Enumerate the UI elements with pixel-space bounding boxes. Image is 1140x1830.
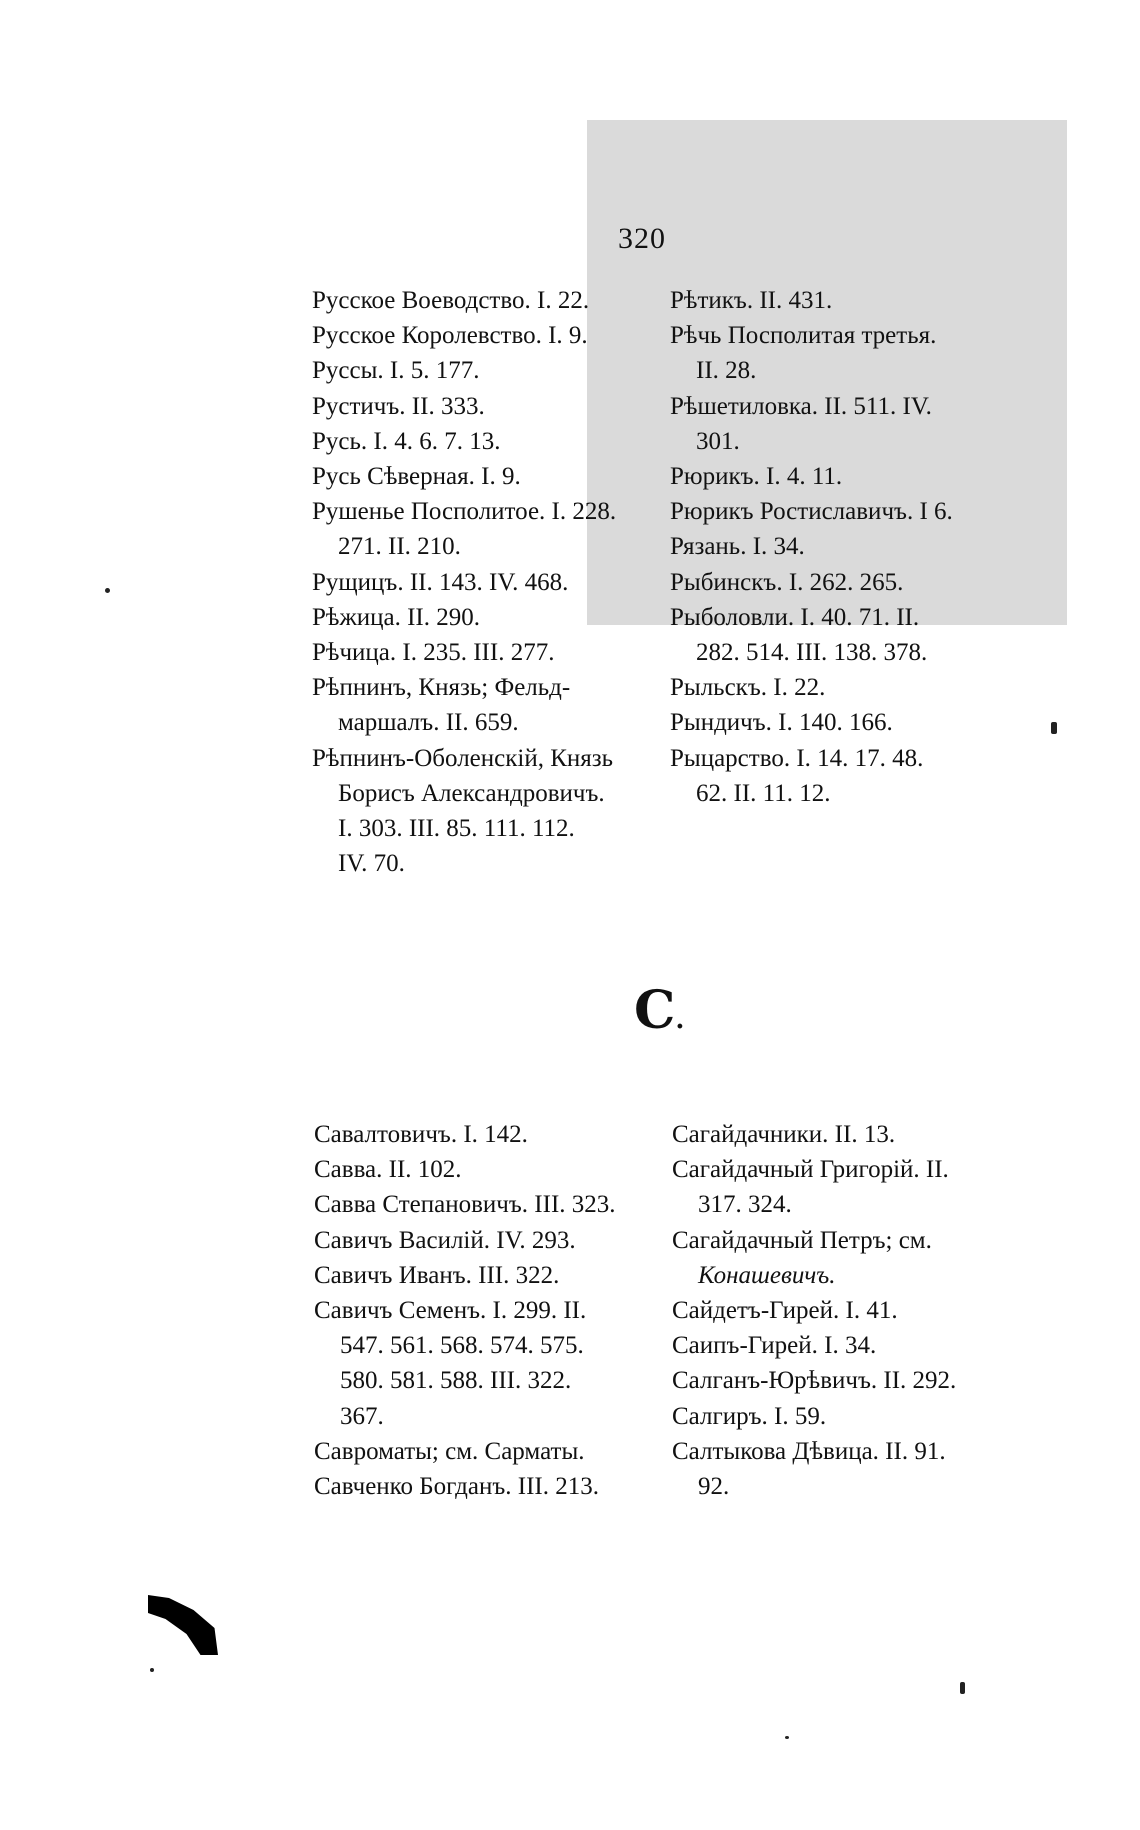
index-entry: Русь. I. 4. 6. 7. 13. bbox=[312, 427, 501, 455]
index-entry: Сайдетъ-Гирей. I. 41. bbox=[672, 1297, 898, 1325]
section-heading bbox=[634, 980, 684, 1041]
index-entry: Рыльскъ. I. 22. bbox=[670, 674, 826, 702]
index-entry: Рыцарство. I. 14. 17. 48. bbox=[670, 744, 924, 772]
index-entry-continuation: I. 303. III. 85. 111. 112. bbox=[338, 815, 575, 843]
index-entry-continuation: 580. 581. 588. III. 322. bbox=[340, 1367, 572, 1395]
index-entry: Рюрикъ Ростиславичъ. I 6. bbox=[670, 498, 953, 526]
index-entry: Савченко Богданъ. III. 213. bbox=[314, 1473, 600, 1501]
index-entry-continuation: 301. bbox=[696, 427, 740, 455]
index-entry-continuation: 547. 561. 568. 574. 575. bbox=[340, 1332, 584, 1360]
index-entry: Рѣчица. I. 235. III. 277. bbox=[312, 639, 555, 667]
index-entry-continuation: II. 28. bbox=[696, 357, 757, 385]
index-entry: Савичъ Василій. IV. 293. bbox=[314, 1226, 576, 1254]
index-entry: Рустичъ. II. 333. bbox=[312, 392, 485, 420]
index-entry: Сагайдачники. II. 13. bbox=[672, 1121, 896, 1148]
index-entry: Салгиръ. I. 59. bbox=[672, 1402, 827, 1430]
section-dot: . bbox=[675, 1005, 685, 1035]
index-entry: Рушенье Посполитое. I. 228. bbox=[312, 498, 617, 526]
index-column-bottom-left bbox=[314, 1117, 644, 1504]
index-entry-continuation: 367. bbox=[340, 1402, 384, 1430]
scan-speck bbox=[150, 1668, 154, 1672]
index-entry-continuation: маршалъ. II. 659. bbox=[338, 709, 519, 737]
index-entry: Савичъ Иванъ. III. 322. bbox=[314, 1261, 560, 1289]
index-entry: Рѣшетиловка. II. 511. IV. bbox=[670, 392, 932, 420]
index-entry: Рыболовли. I. 40. 71. II. bbox=[670, 603, 920, 631]
index-entry: Рѣтикъ. II. 431. bbox=[670, 287, 833, 314]
index-entry: Рязань. I. 34. bbox=[670, 533, 805, 561]
index-entry: Савичъ Семенъ. I. 299. II. bbox=[314, 1297, 587, 1325]
index-entry-continuation: Борисъ Александровичъ. bbox=[338, 779, 605, 807]
index-entry: Русь Сѣверная. I. 9. bbox=[312, 463, 521, 491]
index-entry: Рущицъ. II. 143. IV. 468. bbox=[312, 568, 569, 596]
scan-speck bbox=[1051, 722, 1057, 734]
scan-speck bbox=[105, 588, 110, 593]
index-entry: Савва Степановичъ. III. 323. bbox=[314, 1191, 616, 1219]
index-column-top-right bbox=[670, 283, 1020, 811]
index-entry: Саипъ-Гирей. I. 34. bbox=[672, 1332, 877, 1360]
index-entry: Салтыкова Дѣвица. II. 91. bbox=[672, 1437, 946, 1465]
index-entry-continuation: Конашевичъ. bbox=[698, 1261, 836, 1289]
index-column-top-left bbox=[312, 283, 642, 881]
index-entry: Русское Воеводство. I. 22. bbox=[312, 287, 590, 314]
index-entry: Рюрикъ. I. 4. 11. bbox=[670, 463, 843, 491]
index-entry: Савалтовичъ. I. 142. bbox=[314, 1121, 528, 1148]
scan-smudge bbox=[148, 1595, 218, 1655]
index-entry: Русское Королевство. I. 9. bbox=[312, 322, 588, 350]
index-entry-continuation: IV. 70. bbox=[338, 850, 405, 878]
index-column-bottom-right bbox=[672, 1117, 1022, 1504]
index-entry: Савва. II. 102. bbox=[314, 1156, 462, 1184]
index-entry-continuation: 62. II. 11. 12. bbox=[696, 779, 831, 807]
index-entry: Рѣчь Посполитая третья. bbox=[670, 322, 937, 350]
index-entry-continuation: 282. 514. III. 138. 378. bbox=[696, 639, 928, 667]
scan-speck bbox=[960, 1682, 965, 1694]
index-entry: Сагайдачный Григорій. II. bbox=[672, 1156, 949, 1184]
index-entry: Салганъ-Юрѣвичъ. II. 292. bbox=[672, 1367, 957, 1395]
index-entry: Руссы. I. 5. 177. bbox=[312, 357, 480, 385]
index-entry: Рыбинскъ. I. 262. 265. bbox=[670, 568, 904, 596]
section-letter: С bbox=[634, 980, 676, 1041]
index-entry: Сагайдачный Петръ; см. bbox=[672, 1226, 932, 1254]
index-entry: Рѣпнинъ-Оболенскій, Князь bbox=[312, 744, 614, 772]
index-entry: Рындичъ. I. 140. 166. bbox=[670, 709, 893, 737]
index-entry: Савроматы; см. Сарматы. bbox=[314, 1437, 585, 1465]
index-entry: Рѣжица. II. 290. bbox=[312, 603, 481, 631]
index-entry-continuation: 317. 324. bbox=[698, 1191, 792, 1219]
index-entry-continuation: 92. bbox=[698, 1473, 730, 1501]
index-entry: Рѣпнинъ, Князь; Фельд- bbox=[312, 674, 571, 702]
page-number: 320 bbox=[618, 222, 666, 255]
index-entry-continuation: 271. II. 210. bbox=[338, 533, 461, 561]
scan-speck bbox=[785, 1736, 789, 1739]
